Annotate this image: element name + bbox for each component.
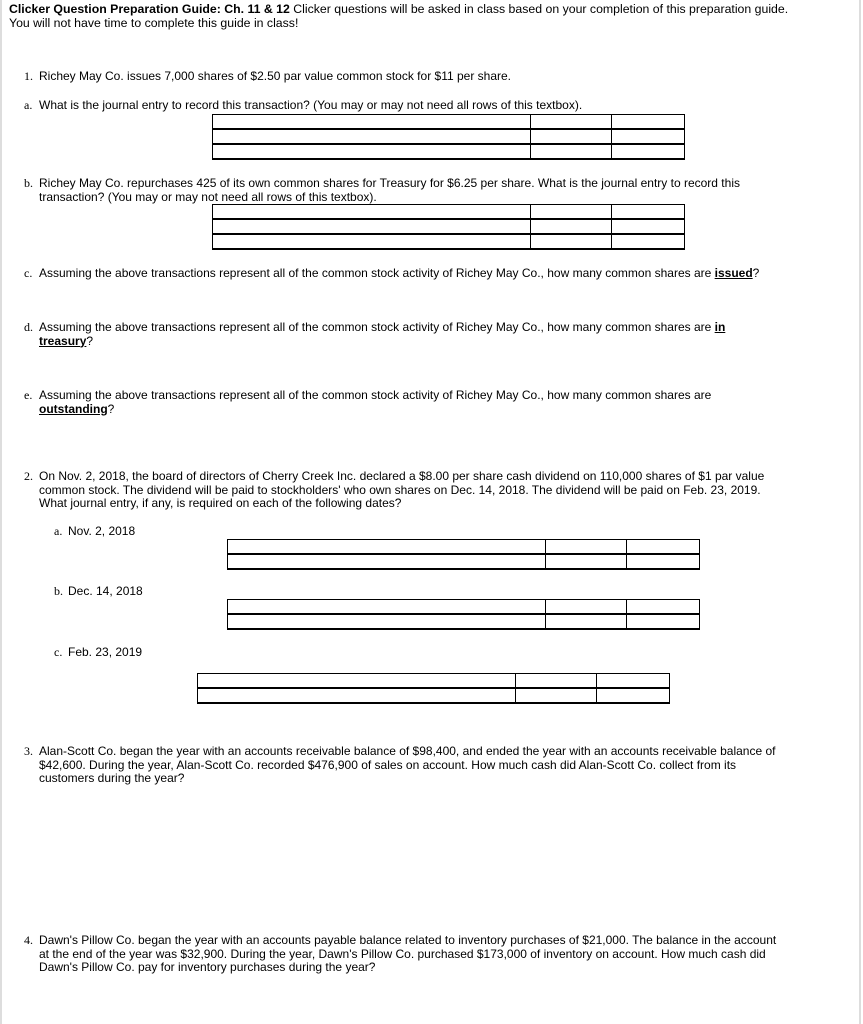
q2-text — [39, 470, 764, 511]
q1d-emphasis-1: in — [714, 320, 726, 334]
account-cell[interactable] — [198, 688, 516, 703]
account-cell[interactable] — [213, 129, 531, 144]
q1e-emphasis: outstanding — [39, 401, 108, 416]
q4-number: 4. — [24, 933, 33, 947]
q2b-text: Dec. 14, 2018 — [68, 584, 143, 598]
account-cell[interactable] — [213, 234, 531, 249]
q1c-text — [39, 267, 759, 281]
journal-entry-table-2c[interactable] — [197, 673, 670, 704]
header-title: Clicker Question Preparation Guide: Ch. 11 & 12 — [9, 2, 290, 16]
account-cell[interactable] — [198, 674, 516, 689]
header — [9, 3, 788, 30]
q1e-label: e. — [24, 388, 33, 402]
credit-cell[interactable] — [597, 688, 670, 703]
q1c-end: ? — [752, 266, 760, 280]
q2b-label: b. — [54, 584, 63, 598]
q2a-label: a. — [54, 524, 63, 538]
journal-entry-table-2a[interactable] — [227, 539, 700, 570]
q1a-text: What is the journal entry to record this transaction? (You may or may not need all rows of this textbox). — [39, 98, 583, 112]
q3-text — [39, 745, 775, 786]
q1d-label: d. — [24, 320, 33, 334]
journal-entry-table-1a[interactable] — [212, 114, 685, 160]
q1-number: 1. — [24, 69, 33, 83]
q1d-emphasis-2: treasury — [39, 333, 87, 348]
credit-cell[interactable] — [627, 614, 700, 629]
q1c-body: Assuming the above transactions represent all of the common stock activity of Richey May Co., how many common shares are — [39, 266, 715, 280]
debit-cell[interactable] — [546, 614, 627, 629]
q3-line2: $42,600. During the year, Alan-Scott Co. recorded $476,900 of sales on account. How much cash did Alan-Scott Co. collect from its — [39, 757, 737, 772]
q3-line3: customers during the year? — [39, 771, 185, 785]
q1b-text — [39, 177, 740, 204]
account-cell[interactable] — [213, 115, 531, 130]
debit-cell[interactable] — [531, 205, 612, 220]
q1a-label: a. — [24, 98, 33, 112]
q2c-label: c. — [54, 645, 63, 659]
debit-cell[interactable] — [546, 600, 627, 615]
q2-number: 2. — [24, 469, 33, 483]
account-cell[interactable] — [228, 540, 546, 555]
account-cell[interactable] — [213, 219, 531, 234]
q1b-line2: transaction? (You may or may not need all rows of this textbox). — [39, 189, 377, 204]
debit-cell[interactable] — [531, 144, 612, 159]
credit-cell[interactable] — [627, 600, 700, 615]
debit-cell[interactable] — [516, 688, 597, 703]
q1e-body: Assuming the above transactions represent all of the common stock activity of Richey May Co., how many common shares are — [39, 388, 712, 402]
debit-cell[interactable] — [531, 234, 612, 249]
q2c-text: Feb. 23, 2019 — [68, 645, 143, 659]
header-line1: Clicker questions will be asked in class based on your completion of this preparation guide. — [289, 2, 789, 16]
account-cell[interactable] — [213, 205, 531, 220]
q1c-label: c. — [24, 266, 33, 280]
credit-cell[interactable] — [612, 129, 685, 144]
q1d-text — [39, 321, 725, 348]
q3-number: 3. — [24, 744, 33, 758]
account-cell[interactable] — [213, 144, 531, 159]
q4-text — [39, 934, 776, 975]
account-cell[interactable] — [228, 600, 546, 615]
q1b-label: b. — [24, 176, 33, 190]
q1d-body: Assuming the above transactions represent all of the common stock activity of Richey May Co., how many common shares are — [39, 320, 715, 334]
account-cell[interactable] — [228, 554, 546, 569]
debit-cell[interactable] — [546, 554, 627, 569]
q1c-emphasis: issued — [714, 266, 753, 280]
journal-entry-table-2b[interactable] — [227, 599, 700, 630]
credit-cell[interactable] — [612, 144, 685, 159]
q1b-line1: Richey May Co. repurchases 425 of its own common shares for Treasury for $6.25 per share. What is the journal entry to record this — [39, 176, 740, 190]
credit-cell[interactable] — [612, 115, 685, 130]
q3-line1: Alan-Scott Co. began the year with an accounts receivable balance of $98,400, and ended the year with an accounts receivable balance of — [39, 744, 776, 758]
q1e-text — [39, 389, 711, 416]
q4-line1: Dawn's Pillow Co. began the year with an accounts payable balance related to inventory purchases of $21,000. The balance in the account — [39, 933, 777, 947]
debit-cell[interactable] — [531, 115, 612, 130]
header-line2: You will not have time to complete this guide in class! — [9, 15, 299, 30]
q1e-end: ? — [107, 401, 115, 416]
debit-cell[interactable] — [531, 129, 612, 144]
q2-line3: What journal entry, if any, is required on each of the following dates? — [39, 496, 402, 510]
credit-cell[interactable] — [597, 674, 670, 689]
account-cell[interactable] — [228, 614, 546, 629]
journal-entry-table-1b[interactable] — [212, 204, 685, 250]
debit-cell[interactable] — [546, 540, 627, 555]
q1-text: Richey May Co. issues 7,000 shares of $2.50 par value common stock for $11 per share. — [39, 69, 512, 83]
credit-cell[interactable] — [627, 554, 700, 569]
credit-cell[interactable] — [627, 540, 700, 555]
q4-line2: at the end of the year was $32,900. During the year, Dawn's Pillow Co. purchased $173,000 of inventory on account. How much cash did — [39, 946, 766, 961]
debit-cell[interactable] — [516, 674, 597, 689]
credit-cell[interactable] — [612, 205, 685, 220]
q2a-text: Nov. 2, 2018 — [68, 524, 136, 538]
credit-cell[interactable] — [612, 234, 685, 249]
debit-cell[interactable] — [531, 219, 612, 234]
q1d-end: ? — [86, 333, 94, 348]
q2-line2: common stock. The dividend will be paid to stockholders' who own shares on Dec. 14, 2018. The dividend will be paid on Feb. 23, 2019. — [39, 482, 761, 497]
q2-line1: On Nov. 2, 2018, the board of directors of Cherry Creek Inc. declared a $8.00 per share cash dividend on 110,000 shares of $1 par value — [39, 469, 765, 483]
credit-cell[interactable] — [612, 219, 685, 234]
q4-line3: Dawn's Pillow Co. pay for inventory purchases during the year? — [39, 960, 376, 974]
